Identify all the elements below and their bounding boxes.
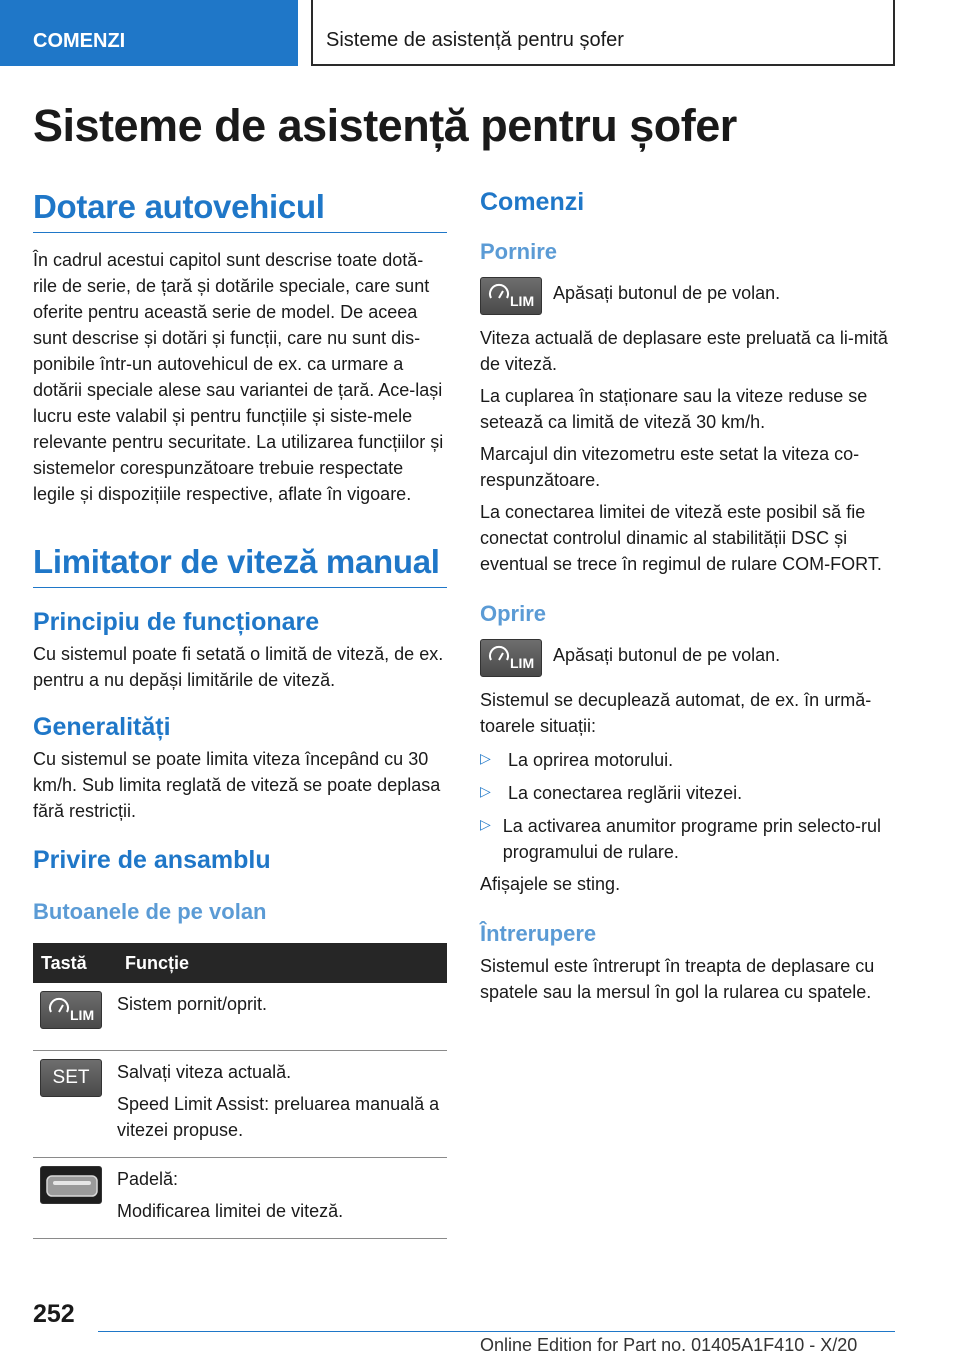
bullet-text: La activarea anumitor programe prin selecto-rul programului de rulare. <box>502 816 881 862</box>
heading-dotare: Dotare autovehicul <box>33 188 447 233</box>
heading-oprire: Oprire <box>480 601 547 626</box>
left-column <box>33 188 447 1239</box>
oprire-intro: Sistemul se decuplează automat, de ex. în urmă-toarele situații: <box>480 690 872 736</box>
table-header-row <box>33 943 447 983</box>
lim-button-icon <box>480 639 542 677</box>
lim-button-icon <box>40 991 102 1029</box>
oprire-instruction <box>480 639 900 677</box>
svg-text:LIM: LIM <box>510 293 535 309</box>
oprire-outro: Afișajele se sting. <box>480 874 621 894</box>
triangle-bullet-icon: ▷ <box>480 783 491 799</box>
pornire-paragraph: La conectarea limitei de viteză este posibil să fie conectat controlul dinamic al stabilității DSC și eventual se trece în regimul de rulare COM-FORT. <box>480 502 882 574</box>
list-item <box>480 813 900 865</box>
table-row <box>33 1158 447 1239</box>
pornire-paragraph: Viteza actuală de deplasare este preluată ca li-mită de viteză. <box>480 328 888 374</box>
paddle-icon <box>40 1166 102 1204</box>
bullet-text: La oprirea motorului. <box>508 750 674 770</box>
heading-generalitati: Generalități <box>33 713 171 741</box>
set-button-icon <box>40 1059 102 1097</box>
triangle-bullet-icon: ▷ <box>480 816 491 832</box>
principiu-text: Cu sistemul poate fi setată o limită de viteză, de ex. pentru a nu depăși limitările de viteză. <box>33 644 444 690</box>
page-title: Sisteme de asistență pentru șofer <box>33 100 737 151</box>
section-tab[interactable]: COMENZI <box>0 0 298 66</box>
intrerupere-text: Sistemul este întrerupt în treapta de deplasare cu spatele sau la mersul în gol la rularea cu spatele. <box>480 956 875 1002</box>
right-column <box>480 188 900 1005</box>
row-1-function: Sistem pornit/oprit. <box>117 983 447 1051</box>
row-2-line-1: Salvați viteza actuală. <box>117 1062 292 1082</box>
heading-limitator: Limitator de viteză manual <box>33 543 447 588</box>
lim-button-icon <box>480 277 542 315</box>
list-item <box>480 780 900 806</box>
heading-butoane: Butoanele de pe volan <box>33 899 267 924</box>
heading-privire: Privire de ansamblu <box>33 846 271 874</box>
generalitati-text: Cu sistemul se poate limita viteza începând cu 30 km/h. Sub limita reglată de viteză se poate deplasa fără restricții. <box>33 749 441 821</box>
dotare-text: În cadrul acestui capitol sunt descrise toate dotă-rile de serie, de țară și dotările speciale, care sunt oferite pentru această serie de model. De aceea sunt descrise și dotări și funcții, care nu sunt dis-ponibile într-un autovehicul de ex. ca urmare a dotării speciale alese sau variantei de țară. Ace-lași lucru este valabil și pentru funcțiile și siste-mele relevante pentru securitate. La utilizarea funcțiilor și sistemelor corespunzătoare trebuie respectate legile și dispozițiile respective, aflate în vigoare. <box>33 250 444 504</box>
table-row <box>33 1051 447 1158</box>
oprire-bullet-list <box>480 747 900 865</box>
breadcrumb[interactable]: Sisteme de asistență pentru șofer <box>311 0 895 66</box>
row-2-line-2: Speed Limit Assist: preluarea manuală a vitezei propuse. <box>117 1094 440 1140</box>
list-item <box>480 747 900 773</box>
set-button-label: SET <box>52 1067 90 1088</box>
table-row <box>33 983 447 1051</box>
pornire-icon-text: Apăsați butonul de pe volan. <box>553 283 781 303</box>
page-number: 252 <box>33 1300 75 1328</box>
heading-pornire: Pornire <box>480 239 558 264</box>
heading-comenzi: Comenzi <box>480 188 585 216</box>
svg-text:LIM: LIM <box>510 655 535 671</box>
pornire-instruction <box>480 277 900 315</box>
bullet-text: La conectarea reglării vitezei. <box>508 783 743 803</box>
triangle-bullet-icon: ▷ <box>480 750 491 766</box>
oprire-icon-text: Apăsați butonul de pe volan. <box>553 645 781 665</box>
table-header-key: Tastă <box>33 943 117 983</box>
footer-divider <box>98 1331 895 1332</box>
pornire-paragraph: La cuplarea în staționare sau la viteze reduse se setează ca limită de viteză 30 km/h. <box>480 386 868 432</box>
page-header <box>0 0 960 66</box>
table-header-function: Funcție <box>117 943 447 983</box>
row-3-line-2: Modificarea limitei de viteză. <box>117 1201 344 1221</box>
heading-principiu: Principiu de funcționare <box>33 608 320 636</box>
row-3-line-1: Padelă: <box>117 1169 179 1189</box>
buttons-table <box>33 943 447 1239</box>
pornire-paragraph: Marcajul din vitezometru este setat la viteza co-respunzătoare. <box>480 444 860 490</box>
svg-text:LIM: LIM <box>70 1007 95 1023</box>
heading-intrerupere: Întrerupere <box>480 921 597 946</box>
footer-edition: Online Edition for Part no. 01405A1F410 - X/20 <box>480 1335 858 1355</box>
